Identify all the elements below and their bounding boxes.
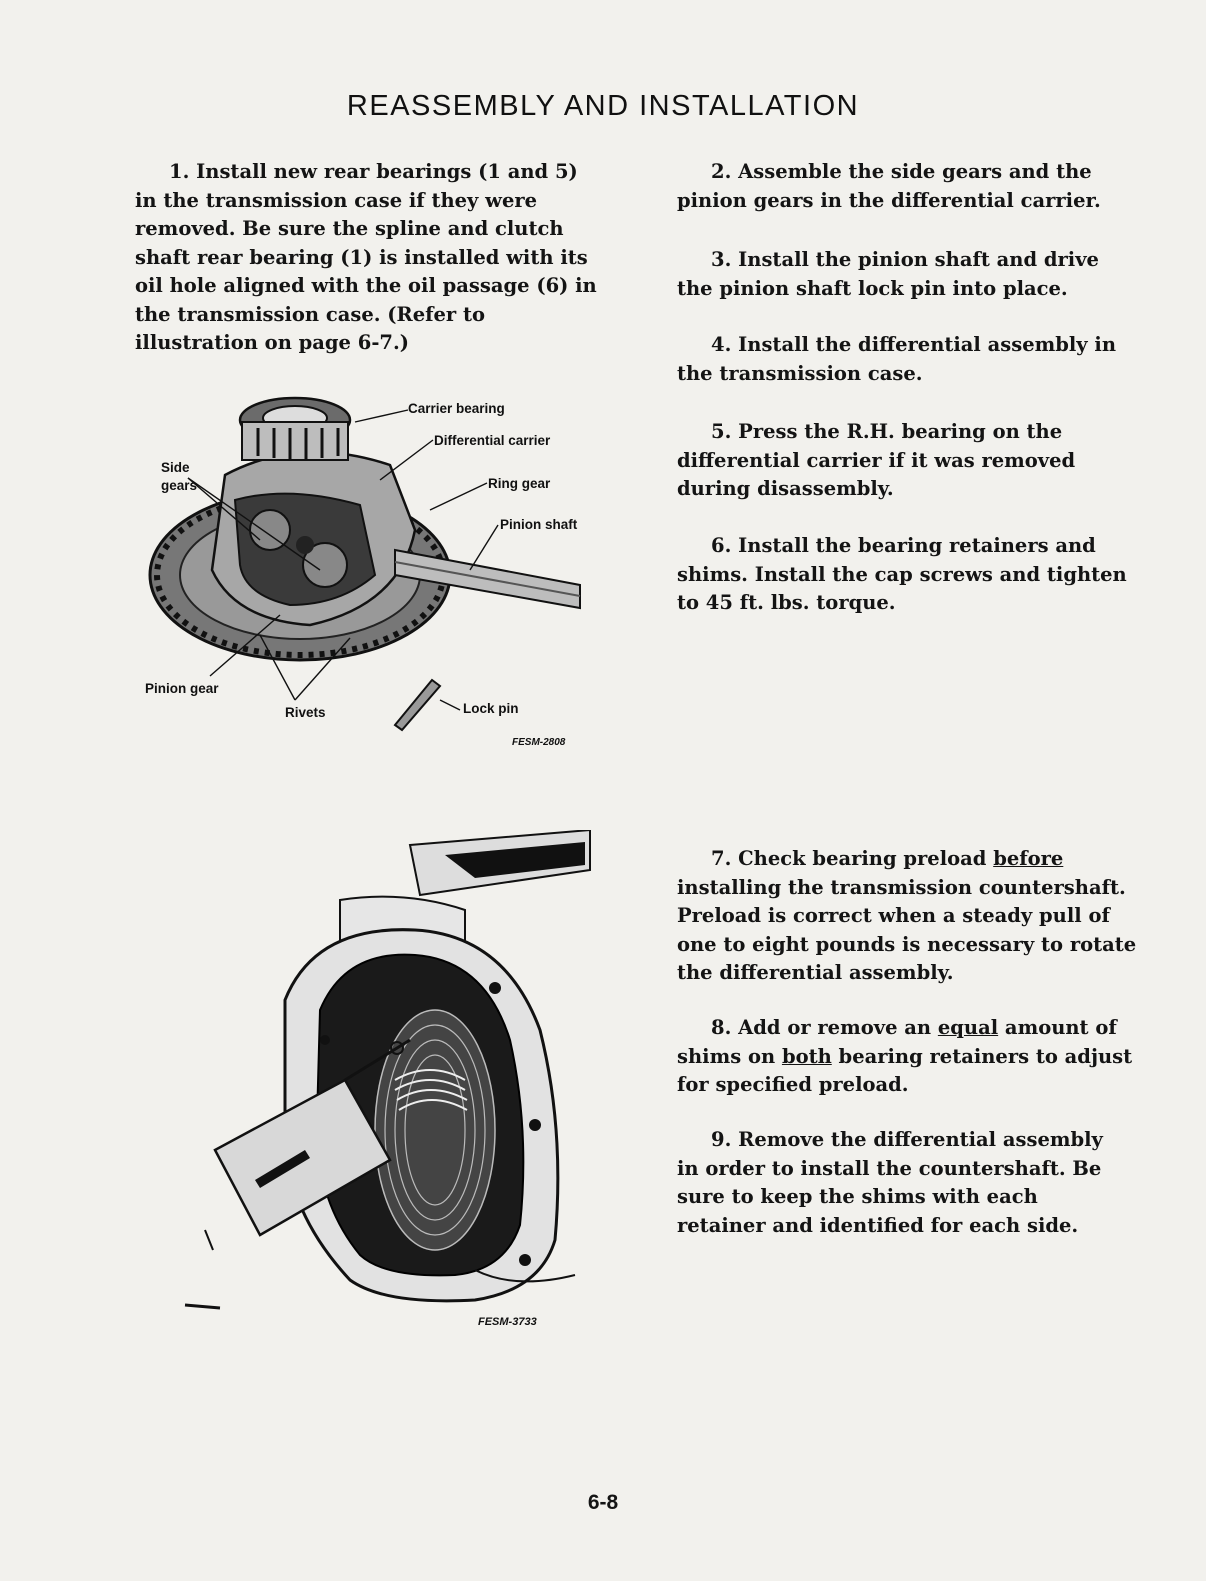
step-text: installing the transmission countershaft. Preload is correct when a steady pull of one to eight pounds is necessary to rotate the differential assembly. [677, 875, 1137, 984]
transmission-case-illustration [175, 830, 605, 1340]
label-rivets: Rivets [285, 705, 326, 720]
step-text: Check bearing preload [738, 847, 994, 870]
step-text: Install the pinion shaft and drive the pinion shaft lock pin into place. [677, 248, 1099, 300]
emphasis-both: both [781, 1044, 832, 1068]
page-title: REASSEMBLY AND INSTALLATION [346, 90, 860, 122]
transmission-case-figure [175, 830, 605, 1340]
step-number: 8. [711, 1016, 732, 1039]
step-number: 2. [711, 160, 732, 183]
step-number: 3. [711, 248, 732, 271]
step-text: bearing retainers to adjust for specified preload. [677, 1044, 1133, 1096]
label-ring-gear: Ring gear [488, 476, 551, 491]
step-text: Remove the differential assembly in order to install the countershaft. Be sure to keep the shims with each retainer and identified for each side. [677, 1128, 1103, 1237]
step-number: 1. [169, 160, 190, 183]
step-number: 5. [711, 420, 732, 443]
figure-code: FESM-3733 [478, 1316, 537, 1328]
step-number: 6. [711, 534, 732, 557]
label-side-gears-line1: Side [161, 460, 190, 475]
lock-pin-shape [395, 680, 440, 730]
differential-assembly-figure [140, 380, 590, 760]
step-text: Install the bearing retainers and shims. Install the cap screws and tighten to 45 ft. lbs. torque. [677, 534, 1127, 614]
label-lock-pin: Lock pin [463, 701, 519, 716]
step-text: amount of shims on [677, 1016, 1117, 1068]
step-7 [677, 845, 1137, 988]
step-1 [135, 158, 605, 358]
step-6 [677, 532, 1155, 618]
step-text: Install the differential assembly in the transmission case. [677, 333, 1116, 385]
step-9 [677, 1126, 1127, 1240]
step-8 [677, 1014, 1147, 1100]
step-number: 9. [711, 1128, 732, 1151]
step-number: 7. [711, 847, 732, 870]
emphasis-equal: equal [937, 1016, 999, 1039]
step-text: Press the R.H. bearing on the differential carrier if it was removed during disassembly. [677, 420, 1076, 500]
step-text: Install new rear bearings (1 and 5) in the transmission case if they were removed. Be sure the spline and clutch shaft rear bearing (1) is installed with its oil hole aligned with the oil passage (6) in the transmission case. (Refer to illustration on page 6-7.) [135, 160, 597, 354]
step-number: 4. [711, 333, 732, 356]
label-pinion-shaft: Pinion shaft [500, 517, 578, 532]
label-differential-carrier: Differential carrier [434, 433, 551, 448]
step-4 [677, 331, 1147, 388]
emphasis-before: before [993, 847, 1064, 870]
step-text: Assemble the side gears and the pinion gears in the differential carrier. [677, 160, 1101, 212]
step-5 [677, 418, 1117, 504]
step-2 [677, 158, 1147, 215]
label-carrier-bearing: Carrier bearing [408, 401, 505, 416]
label-pinion-gear: Pinion gear [145, 681, 219, 696]
label-side-gears-line2: gears [161, 478, 198, 493]
figure-code: FESM-2808 [512, 737, 566, 748]
page-number: 6-8 [587, 1491, 619, 1514]
step-text: Add or remove an [738, 1016, 938, 1039]
step-3 [677, 246, 1137, 303]
